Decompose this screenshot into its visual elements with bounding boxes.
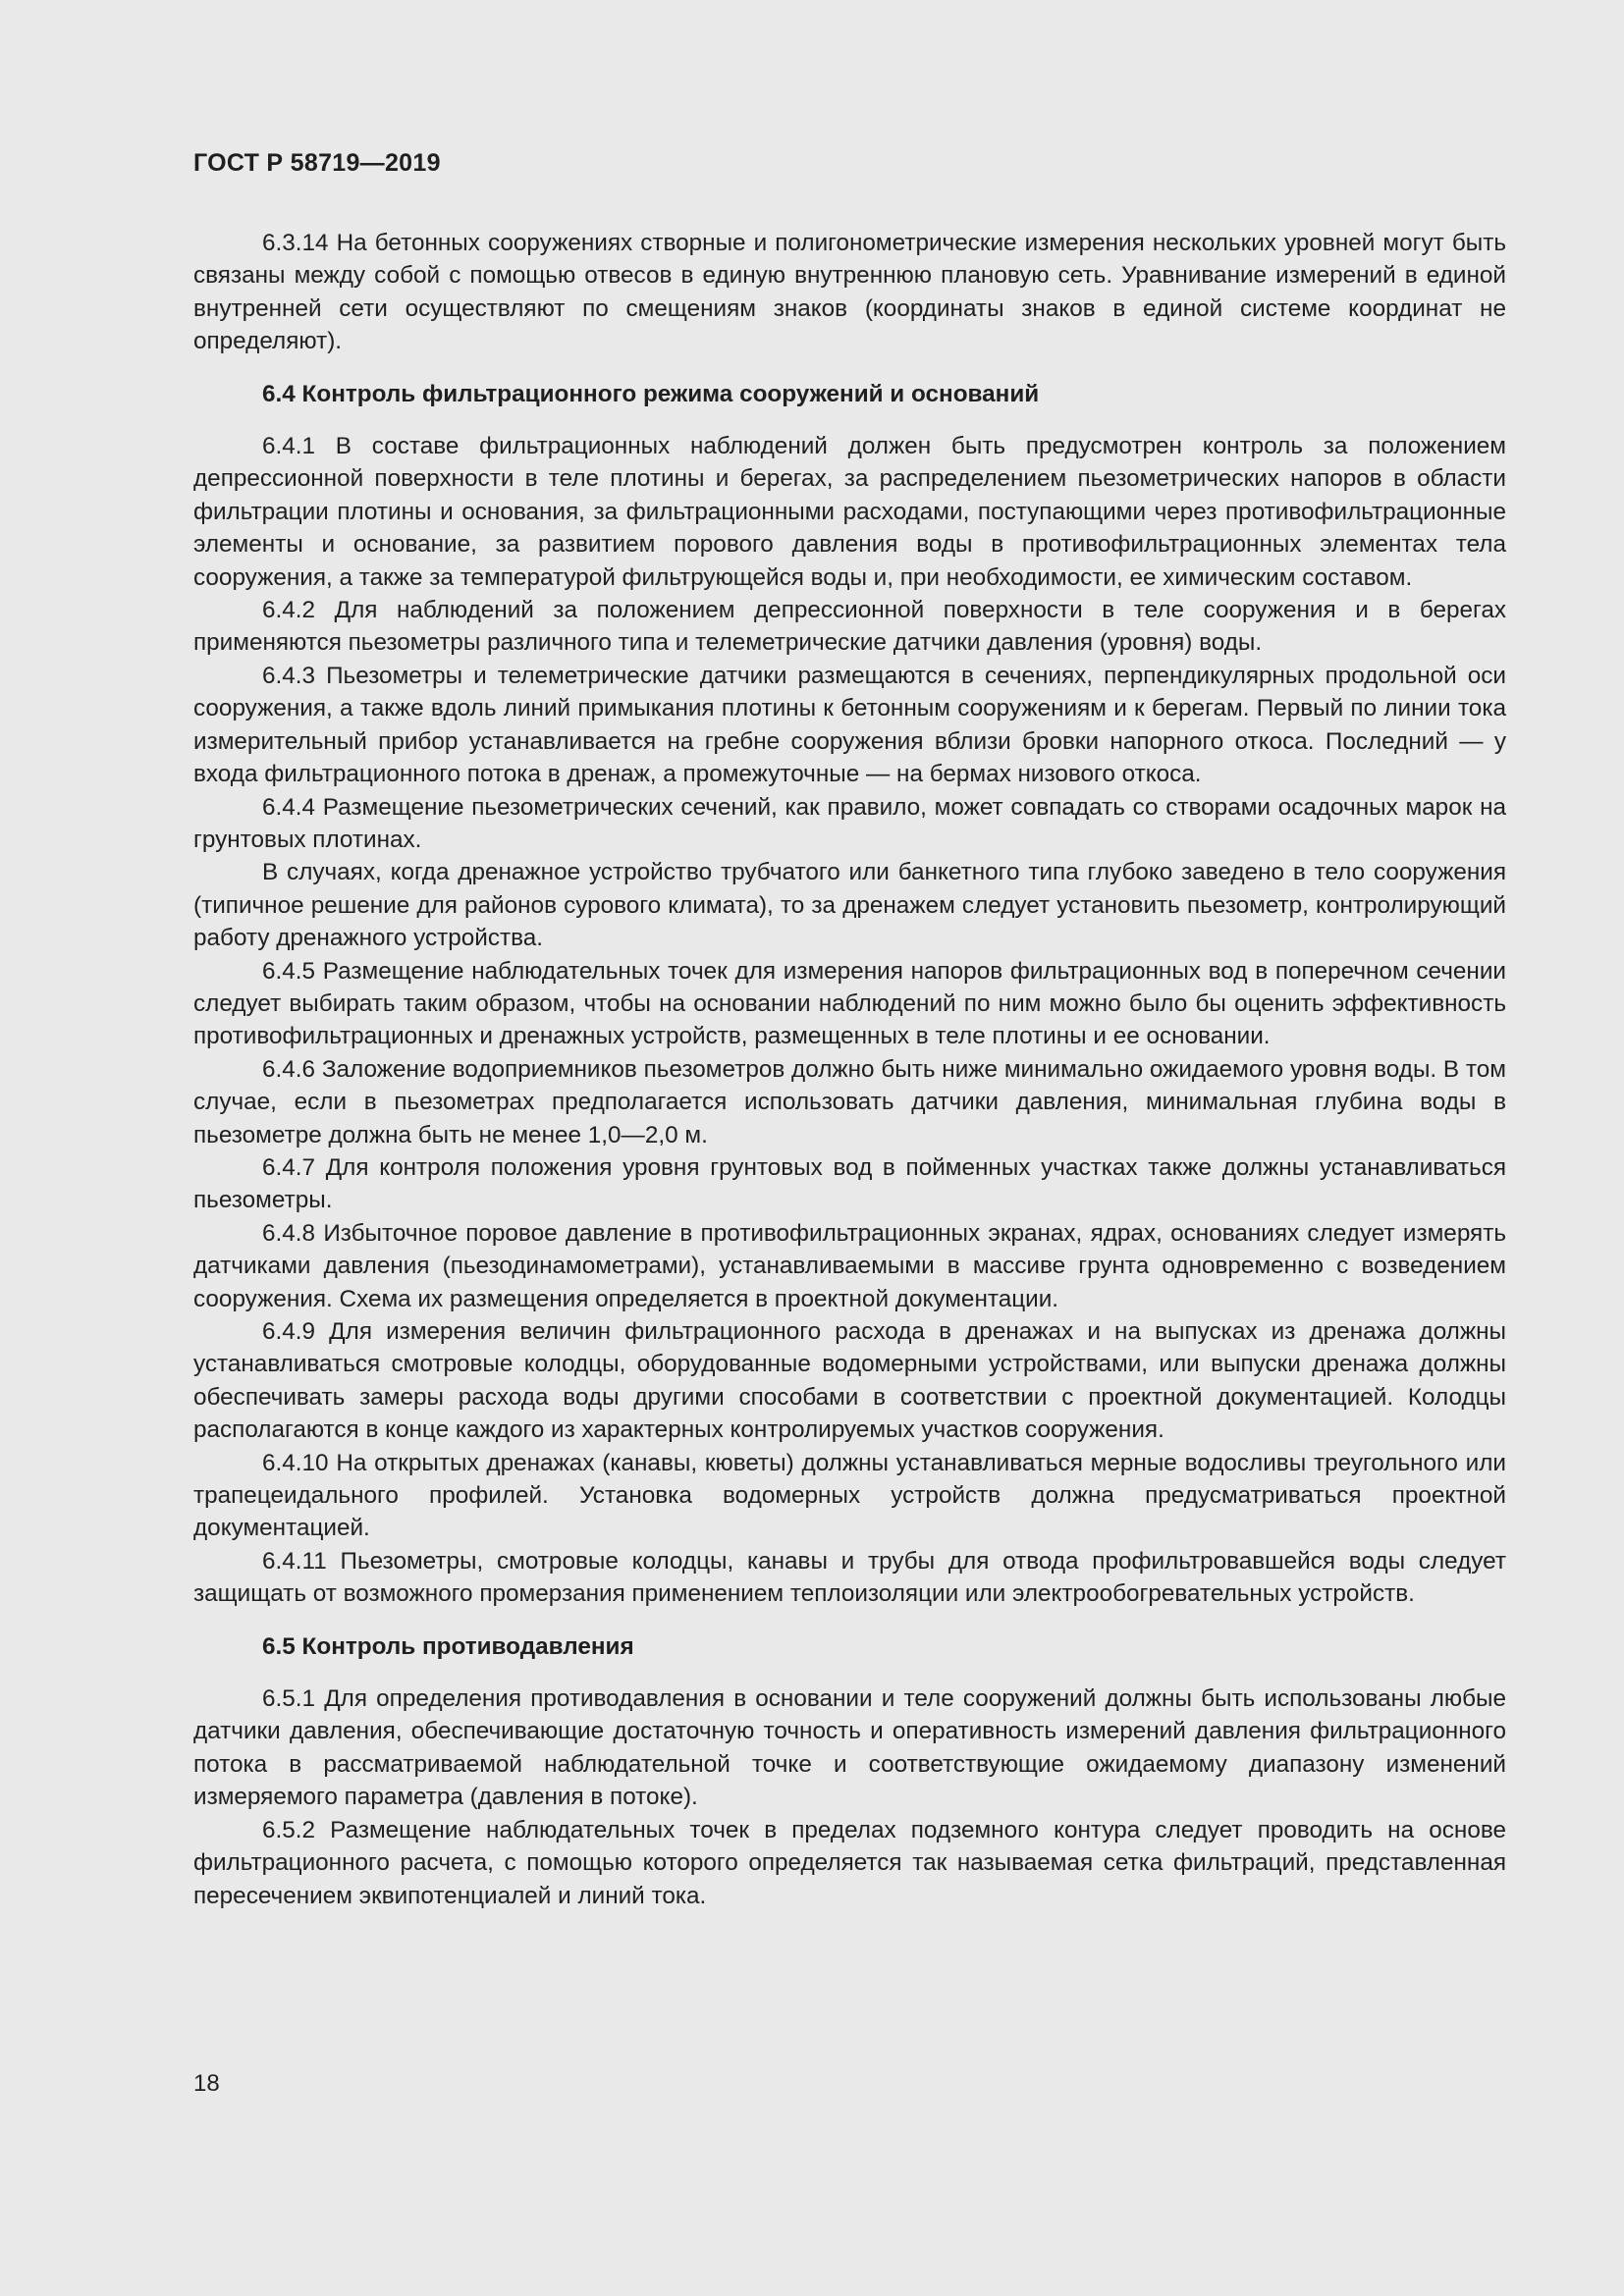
paragraph-6-4-9: 6.4.9 Для измерения величин фильтрационного расхода в дренажах и на выпусках из дренажа должны устанавливаться смотровые колодцы, оборудованные водомерными устройствами, или выпуски дренажа должны обеспечивать замеры расхода воды другими способами в соответствии с проектной документацией. Колодцы располагаются в конце каждого из характерных контролируемых участков сооружения. [193,1318,1506,1444]
section-heading-6-4: 6.4 Контроль фильтрационного режима сооружений и оснований [262,380,1040,407]
paragraph-6-4-5: 6.4.5 Размещение наблюдательных точек для измерения напоров фильтрационных вод в поперечном сечении следует выбирать таким образом, чтобы на основании наблюдений по ним можно было бы оценить эффективность противофильтрационных и дренажных устройств, размещенных в теле плотины и ее основании. [193,957,1506,1050]
paragraph-6-4-8: 6.4.8 Избыточное поровое давление в противофильтрационных экранах, ядрах, основаниях следует измерять датчиками давления (пьезодинамометрами), устанавливаемыми в массиве грунта одновременно с возведением сооружения. Схема их размещения определяется в проектной документации. [193,1219,1506,1312]
paragraph-6-4-1: 6.4.1 В составе фильтрационных наблюдений должен быть предусмотрен контроль за положением депрессионной поверхности в теле плотины и берегах, за распределением пьезометрических напоров в области фильтрации плотины и основания, за фильтрационными расходами, поступающими через противофильтрационные элементы и основание, за развитием порового давления воды в противофильтрационных элементах тела сооружения, а также за температурой фильтрующейся воды и, при необходимости, ее химическим составом. [193,433,1506,591]
paragraph-6-4-4: 6.4.4 Размещение пьезометрических сечений, как правило, может совпадать со створами осадочных марок на грунтовых плотинах. [193,793,1506,853]
paragraph-6-4-6: 6.4.6 Заложение водоприемников пьезометров должно быть ниже минимально ожидаемого уровня воды. В том случае, если в пьезометрах предполагается использовать датчики давления, минимальная глубина воды в пьезометре должна быть не менее 1,0—2,0 м. [193,1055,1506,1148]
paragraph-6-5-2: 6.5.2 Размещение наблюдательных точек в пределах подземного контура следует проводить на основе фильтрационного расчета, с помощью которого определяется так называемая сетка фильтраций, представленная пересечением эквипотенциалей и линий тока. [193,1816,1506,1909]
paragraph-6-4-4-continued: В случаях, когда дренажное устройство трубчатого или банкетного типа глубоко заведено в тело сооружения (типичное решение для районов сурового климата), то за дренажем следует установить пьезометр, контролирующий работу дренажного устройства. [193,859,1506,952]
paragraph-6-4-7: 6.4.7 Для контроля положения уровня грунтовых вод в пойменных участках также должны устанавливаться пьезометры. [193,1153,1506,1214]
paragraph-6-5-1: 6.5.1 Для определения противодавления в основании и теле сооружений должны быть использованы любые датчики давления, обеспечивающие достаточную точность и оперативность измерений давления фильтрационного потока в рассматриваемой наблюдательной точке и соответствующие ожидаемому диапазону изменений измеряемого параметра (давления в потоке). [193,1685,1506,1811]
paragraph-6-4-10: 6.4.10 На открытых дренажах (канавы, кюветы) должны устанавливаться мерные водосливы треугольного или трапецеидального профилей. Установка водомерных устройств должна предусматриваться проектной документацией. [193,1449,1506,1542]
document-code-header: ГОСТ Р 58719—2019 [193,149,441,177]
paragraph-6-4-2: 6.4.2 Для наблюдений за положением депрессионной поверхности в теле сооружения и в берегах применяются пьезометры различного типа и телеметрические датчики давления (уровня) воды. [193,597,1506,657]
paragraph-6-4-3: 6.4.3 Пьезометры и телеметрические датчики размещаются в сечениях, перпендикулярных продольной оси сооружения, а также вдоль линий примыкания плотины к бетонным сооружениям и к берегам. Первый по линии тока измерительный прибор устанавливается на гребне сооружения вблизи бровки напорного откоса. Последний — у входа фильтрационного потока в дренаж, а промежуточные — на бермах низового откоса. [193,662,1506,788]
page-number: 18 [193,2070,220,2097]
section-heading-6-5: 6.5 Контроль противодавления [262,1632,634,1660]
paragraph-6-3-14: 6.3.14 На бетонных сооружениях створные и полигонометрические измерения нескольких уровней могут быть связаны между собой с помощью отвесов в единую внутреннюю плановую сеть. Уравнивание измерений в единой внутренней сети осуществляют по смещениям знаков (координаты знаков в единой системе координат не определяют). [193,230,1506,355]
document-body [193,227,1506,1912]
paragraph-6-4-11: 6.4.11 Пьезометры, смотровые колодцы, канавы и трубы для отвода профильтровавшейся воды следует защищать от возможного промерзания применением теплоизоляции или электрообогревательных устройств. [193,1547,1506,1608]
